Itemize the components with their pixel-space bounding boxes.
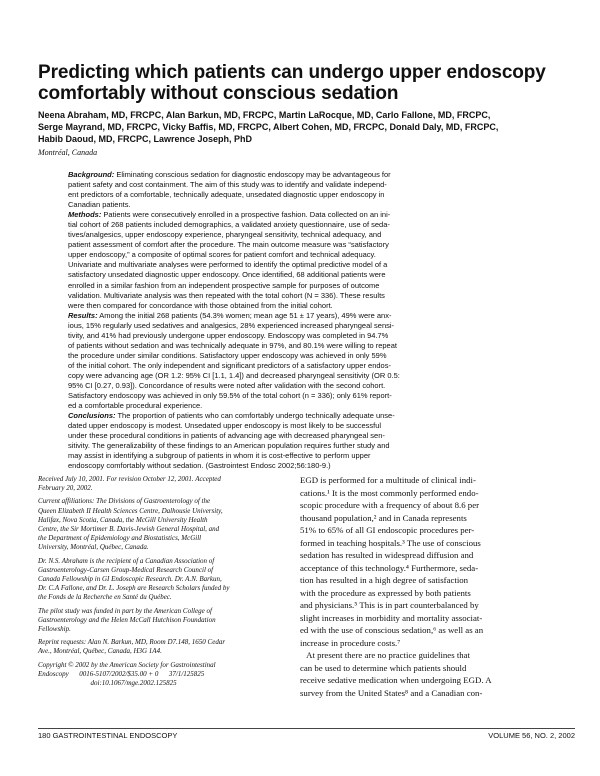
footnote-line: Endoscopy 0016-5107/2002/$35.00 + 0 37/1/125825 [38,669,205,678]
body-line: ed with the use of conscious sedation,⁶ as well as an [300,625,484,635]
body-line: acceptance of this technology.⁴ Furthermore, seda- [300,562,479,573]
body-line: sedation has resulted in widespread diffusion and [300,550,474,560]
footnote-line: Dr. C.A Fallone, and Dr. L. Joseph are Research Scholars funded by [38,584,230,593]
abstract-line [68,260,573,270]
footnote-line: The pilot study was funded in part by the American College of [38,606,212,615]
abstract-line [68,331,573,341]
body-line: can be used to determine which patients should [300,662,467,673]
abstract-text: tivity, and 41% had previously undergone upper endoscopy. Endoscopy was completed in 94.7% [68,330,389,340]
author-line: Neena Abraham, MD, FRCPC, Alan Barkun, MD, FRCPC, Martin LaRocque, MD, Carlo Fallone, MD, FRCPC, [38,110,491,120]
body-line: with the procedure as expressed by both patients [300,587,471,598]
abstract-line [68,270,573,280]
abstract-text: dated upper endoscopy is modest. Unsedated upper endoscopy is most likely to be successful [68,421,382,431]
footnote-line: Fellowship. [38,625,71,634]
abstract-line [68,351,573,361]
abstract-line [68,230,573,240]
abstract-text: endoscopy comfortably without sedation. (Gastrointest Endosc 2002;56:180-9.) [68,461,331,471]
abstract-section-label: Conclusions: [68,411,116,421]
abstract-line [68,451,573,461]
abstract-section-label: Results: [68,310,98,320]
abstract-section-label: Methods: [68,210,102,220]
abstract-text: ed a comfortable procedural experience. [68,401,203,411]
abstract-text: were then compared for concordance with those obtained from the initial cohort. [68,300,333,310]
abstract-text: satisfactory unsedated diagnostic upper endoscopy. Once identified, 68 additional patients were [68,270,386,280]
abstract-line [68,180,573,190]
page-footer [38,731,575,740]
body-line: thousand population,² and in Canada represents [300,512,467,523]
abstract-text: patient assessment of comfort after the procedure. The main outcome measure was “satisfactory [68,240,389,250]
abstract-line [68,210,573,220]
abstract-line [68,170,573,180]
abstract-line [68,250,573,260]
author-line: Habib Daoud, MD, FRCPC, Lawrence Joseph, PhD [38,134,253,144]
abstract-text: of patients without sedation and was technically adequate in 97%, and 80.1% were willing to repeat [68,340,397,350]
abstract-text: tial cohort of 268 patients included demographics, a validated anxiety questionnaire, use of seda- [68,220,390,230]
author-list [38,109,578,145]
body-line: At present there are no practice guidelines that [300,650,471,660]
abstract-text: sitivity. The generalizability of these findings to an American population requires further study and [68,441,390,451]
abstract-line [68,220,573,230]
footnote-line: University, Montréal, Québec, Canada. [38,543,149,552]
article-title [38,62,578,104]
body-line: slight increases in morbidity and mortality associat- [300,612,483,623]
footer-right: VOLUME 56, NO. 2, 2002 [488,731,575,740]
abstract-text: may assist in identifying a subgroup of patients in whom it is cost-effective to perform upper [68,451,371,461]
abstract-text: ious, 15% regularly used sedatives and analgesics, 28% experienced increased pharyngeal sensi- [68,320,395,330]
author-line: Serge Mayrand, MD, FRCPC, Vicky Baffis, MD, FRCPC, Albert Cohen, MD, FRCPC, Donald Daly, MD, FRCPC, [38,122,499,132]
body-line: tion has resulted in a high degree of satisfaction [300,575,469,585]
footnote-line: Current affiliations: The Divisions of Gastroenterology of the [38,497,211,506]
abstract-section-label: Background: [68,170,115,179]
body-line: cations.¹ It is the most commonly performed endo- [300,487,479,498]
body-line: and physicians.⁵ This is in part counterbalanced by [300,600,479,610]
footnote-line: Reprint requests: Alan N. Barkun, MD, Room D7.148, 1650 Cedar [38,638,226,647]
abstract-text: The proportion of patients who can comfortably undergo technically adequate unse- [115,411,395,421]
abstract-line [68,361,573,371]
footnote-line: Copyright © 2002 by the American Society for Gastrointestinal [38,660,216,669]
abstract-text: copy were advancing age (OR 1.2: 95% CI [1.1, 1.4]) and decreased pharyngeal sensitivity (OR 0.5: [68,370,400,380]
abstract-text: Eliminating conscious sedation for diagnostic endoscopy may be advantageous for [114,170,391,179]
abstract-text: of the initial cohort. The only independent and significant predictors of a satisfactory upper endos- [68,360,391,370]
abstract-line [68,411,573,421]
abstract-text: Patients were consecutively enrolled in a prospective fashion. Data collected on an ini- [101,210,391,220]
body-line: survey from the United States⁸ and a Canadian con- [300,687,483,698]
footnote-line: Centre, the Sir Mortimer B. Davis-Jewish General Hospital, and [38,525,220,534]
abstract-text: 95% CI [0.27, 0.93]). Concordance of results were noted after validation with the second cohort. [68,380,386,390]
abstract-line [68,381,573,391]
abstract-text: enrolled in a similar fashion from an independent prospective sample for purposes of outcome [68,280,380,290]
abstract-line [68,311,573,321]
title-line: Predicting which patients can undergo upper endoscopy [38,62,546,83]
body-line: formed in teaching hospitals.³ The use of conscious [300,537,481,548]
abstract-line [68,401,573,411]
abstract-text: upper endoscopy,” a composite of optimal scores for patient comfort and technical adequacy. [68,250,376,260]
abstract-text: under these procedural conditions in patients of advancing age with decreased pharyngeal sen- [68,431,385,441]
footnote-line: Received July 10, 2001. For revision October 12, 2001. Accepted [38,475,221,483]
footnote-line: Halifax, Nova Scotia, Canada, the McGill University Health [38,515,208,524]
abstract-line [68,301,573,311]
body-line: increase in procedure costs.⁷ [300,637,401,648]
abstract-text: Satisfactory endoscopy was achieved in only 59.5% of the total cohort (n = 336); only 61% report- [68,391,392,401]
body-text [300,474,575,699]
abstract-text: tives/analgesics, upper endoscopy experience, pharyngeal sensitivity, technical adequacy, and [68,230,382,240]
abstract-line [68,431,573,441]
abstract-text: validation. Multivariate analysis was then repeated with the total cohort (N = 336). These results [68,290,385,300]
footnote-line: Canada Fellowship in GI Endoscopic Research. Dr. A.N. Barkun, [38,575,222,584]
abstract-line [68,291,573,301]
abstract-text: Univariate and multivariate analyses were performed to identify the optimal predictive model of a [68,260,388,270]
footnote-line: Dr. N.S. Abraham is the recipient of a Canadian Association of [38,556,215,565]
abstract-line [68,341,573,351]
abstract-line [68,190,573,200]
abstract-line [68,421,573,431]
title-line: comfortably without conscious sedation [38,83,399,104]
abstract-text: patient safety and cost containment. The aim of this study was to identify and validate independ- [68,180,387,190]
footer-left: 180 GASTROINTESTINAL ENDOSCOPY [38,731,178,740]
footnote-line: the Department of Epidemiology and Biostatistics, McGill [38,534,202,543]
abstract [68,170,573,471]
abstract-text: Canadian patients. [68,200,131,210]
body-line: 51% to 65% of all GI endoscopic procedures per- [300,525,475,535]
abstract-line [68,371,573,381]
footer-rule [38,728,575,729]
abstract-line [68,321,573,331]
abstract-line [68,240,573,250]
footnote-line: Gastroenterology and the Helen McCall Hutchison Foundation [38,615,216,624]
footnote-line: Gastroenterology-Carsen Group-Medical Research Council of [38,565,214,574]
footnote-line: Queen Elizabeth II Health Sciences Centre, Dalhousie University, [38,506,223,515]
affiliation: Montréal, Canada [38,148,98,157]
footnote-line: doi:10.1067/mge.2002.125825 [38,679,177,688]
footnotes [38,475,288,688]
footnote-line: Ave., Montréal, Québec, Canada, H3G 1A4. [38,647,162,656]
body-line: receive sedative medication when undergoing EGD. A [300,675,492,685]
footnote-line: February 20, 2002. [38,484,93,493]
abstract-text: the procedure under similar conditions. Satisfactory upper endoscopy was achieved in only 59% [68,350,387,360]
body-line: EGD is performed for a multitude of clinical indi- [300,475,476,485]
abstract-line [68,461,573,471]
abstract-line [68,281,573,291]
footnote-line: the Fonds de la Recherche en Santé du Québec. [38,593,172,602]
abstract-line [68,441,573,451]
abstract-text: ent predictors of a comfortable, technically adequate, unsedated diagnostic upper endoscopy in [68,190,385,200]
abstract-line [68,200,573,210]
abstract-text: Among the initial 268 patients (54.3% women; mean age 51 ± 17 years), 49% were anx- [97,310,392,320]
body-line: scopic procedure with a frequency of about 8.6 per [300,500,480,510]
abstract-line [68,391,573,401]
